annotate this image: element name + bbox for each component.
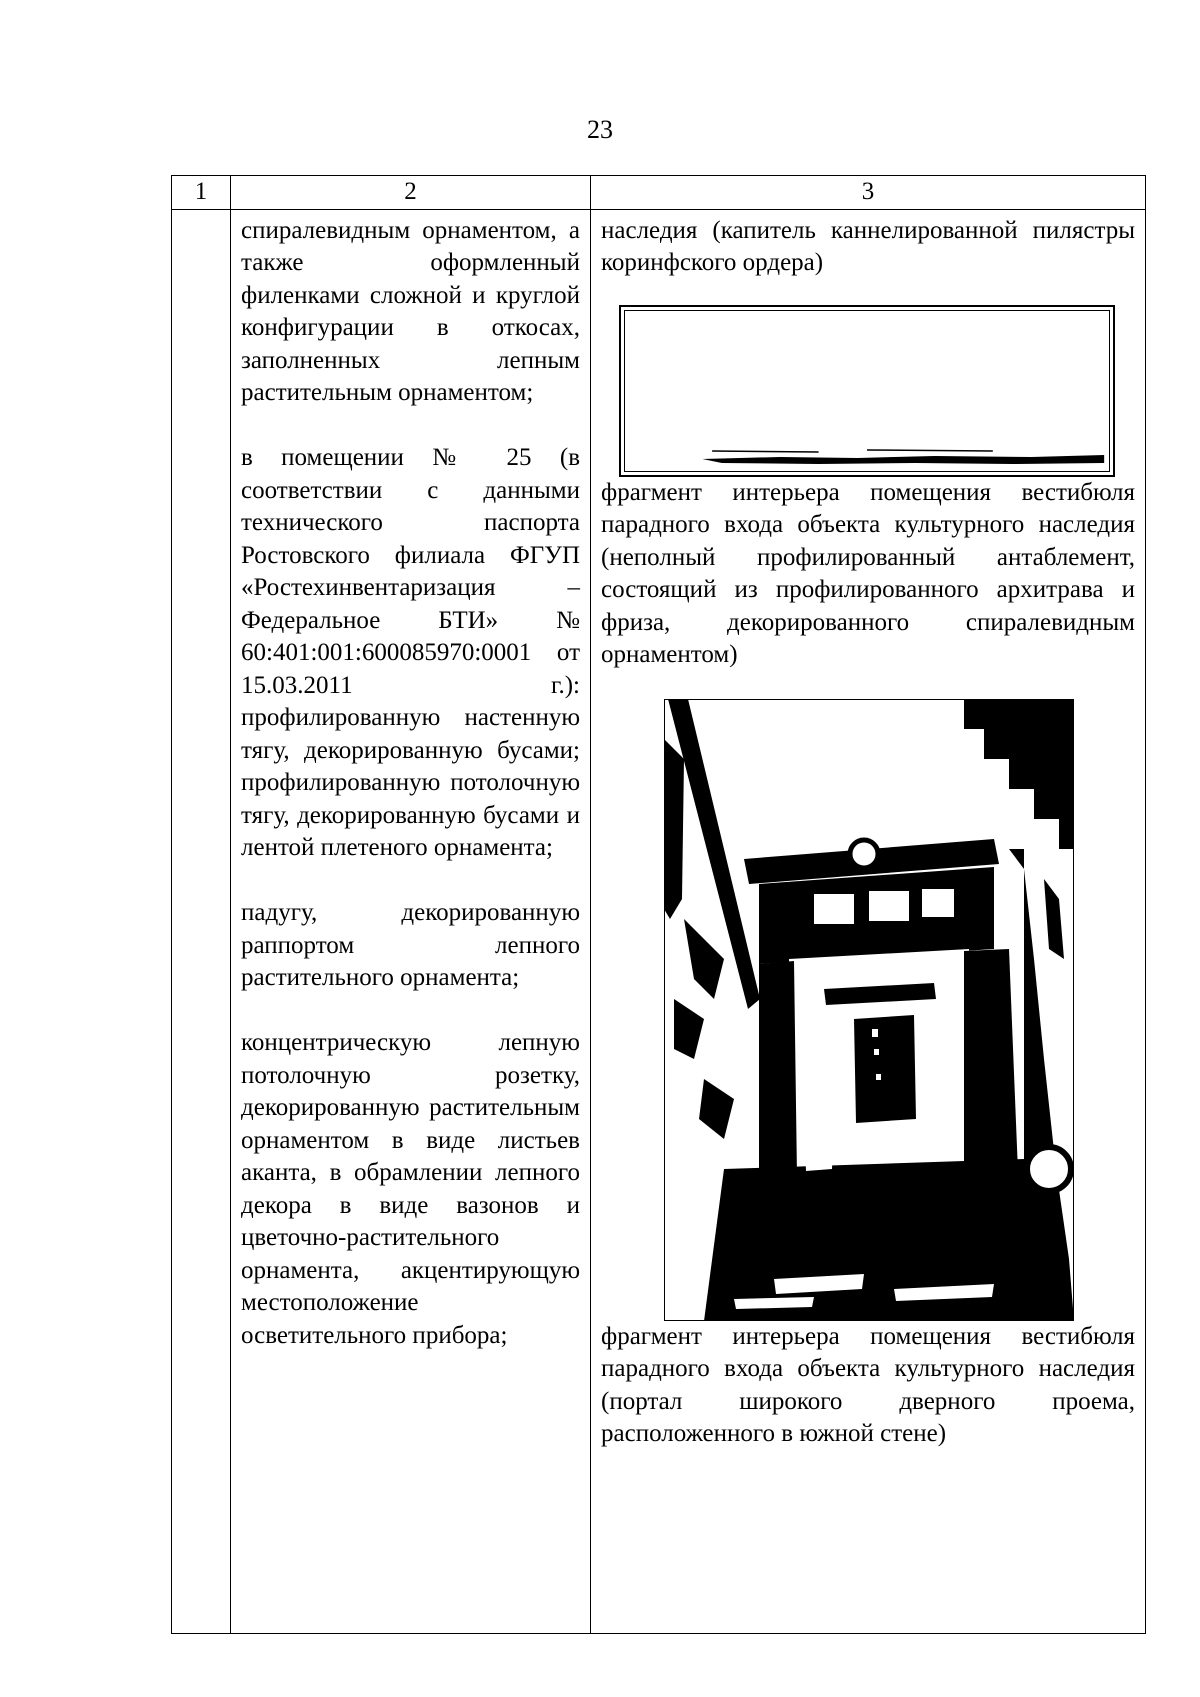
description-paragraph-2: в помещении № 25 (в соответствии с данными технического паспорта Ростовского филиала ФГУП «Ростехинвентаризация – Федеральное БТИ» № 60:401:001:600085970:0001 от 15.03.2011 г.): профилированную настенную тягу, декорированную бусами; профилированную потолочную тягу, декорированную бусами и лентой плетеного орнамента; [241,444,580,861]
table-row [172,209,1146,1633]
page-number: 23 [587,115,613,144]
photo-portal [664,699,1074,1321]
description-cell [231,209,591,1633]
description-paragraph-4: концентрическую лепную потолочную розетку, декорированную растительным орнаментом в виде листьев аканта, в обрамлении лепного декора в виде вазонов и цветочно-растительного орнамента, акцентирующую местоположение осветительного прибора; [241,1029,580,1349]
photo-caption-1: наследия (капитель каннелированной пилястры коринфского ордера) [601,216,1135,276]
header-col-2: 2 [231,176,591,210]
description-paragraph-1: спиралевидным орнаментом, а также оформленный филенками сложной и круглой конфигурации в откосах, заполненных лепным растительным орнаментом; [241,216,580,406]
photo-portal-image [664,699,1074,1321]
photo-caption-2: фрагмент интерьера помещения вестибюля парадного входа объекта культурного наследия (неполный профилированный антаблемент, состоящий из профилированного архитрава и фриза, декорированного спиралевидным орнаментом) [601,478,1135,668]
heritage-table [171,175,1146,1634]
photo-frame-entablature [619,305,1115,477]
table-header-row [172,176,1146,210]
photo-caption-3: фрагмент интерьера помещения вестибюля парадного входа объекта культурного наследия (портал широкого дверного проема, расположенного в южной стене) [601,1322,1135,1447]
header-col-1: 1 [172,176,231,210]
row-number-cell [172,209,231,1633]
description-paragraph-3: падугу, декорированную раппортом лепного растительного орнамента; [241,899,580,991]
photo-entablature [624,310,1110,472]
photo-cell [591,209,1146,1633]
header-col-3: 3 [591,176,1146,210]
photo-entablature-image [625,311,1109,471]
